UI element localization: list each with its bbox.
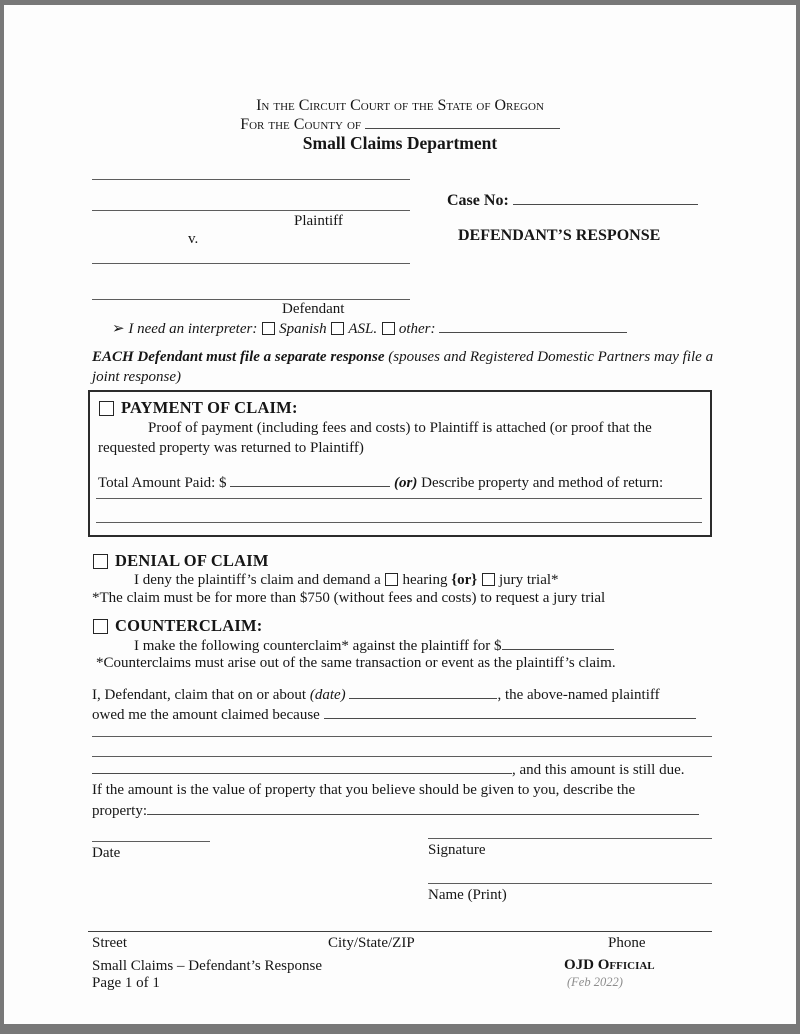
- case-no-label: Case No:: [447, 192, 509, 209]
- notice-italic: (spouses and Registered Domestic Partners may file a joint response): [92, 349, 714, 385]
- separate-response-notice: [92, 348, 724, 387]
- signature-field[interactable]: [428, 838, 712, 839]
- plaintiff-line-1[interactable]: [92, 179, 410, 180]
- denial-title: DENIAL OF CLAIM: [115, 551, 269, 570]
- department-title: Small Claims Department: [302, 133, 498, 153]
- payment-describe-line-2[interactable]: [96, 522, 702, 523]
- describe-label: Describe property and method of return:: [421, 475, 664, 491]
- claim-extra-line-2[interactable]: [92, 756, 712, 757]
- arrow-bullet-icon: ➢: [112, 321, 125, 337]
- city-state-zip-label: City/State/ZIP: [328, 935, 415, 951]
- because-text: owed me the amount claimed because: [92, 707, 320, 723]
- county-label: For the County of: [240, 116, 362, 133]
- plaintiff-line-2[interactable]: [92, 210, 410, 211]
- form-page: [4, 5, 796, 1024]
- date-hint: (date): [309, 687, 346, 703]
- page-number: Page 1 of 1: [92, 975, 160, 991]
- counterclaim-title-row: [92, 616, 262, 636]
- property-question: If the amount is the value of property that you believe should be given to you, describe the: [92, 782, 636, 798]
- other-label: other:: [398, 321, 436, 337]
- county-line: [4, 116, 796, 134]
- interpreter-row: [112, 319, 627, 338]
- because-field[interactable]: [324, 706, 696, 719]
- claim-date-field[interactable]: [349, 686, 497, 699]
- defendant-label: Defendant: [282, 301, 345, 317]
- asl-label: ASL.: [348, 321, 378, 337]
- counterclaim-note: *Counterclaims must arise out of the same transaction or event as the plaintiff’s claim.: [96, 655, 616, 671]
- jury-trial-checkbox[interactable]: [482, 573, 495, 586]
- case-number-field[interactable]: [513, 192, 698, 205]
- counterclaim-make-text: I make the following counterclaim* against the plaintiff for $: [134, 638, 502, 654]
- spanish-label: Spanish: [279, 321, 327, 337]
- county-field[interactable]: [365, 116, 560, 129]
- other-checkbox[interactable]: [382, 322, 395, 335]
- court-title: In the Circuit Court of the State of Oregon: [256, 97, 544, 114]
- notice-bold: EACH Defendant must file a separate response: [92, 349, 385, 365]
- jury-trial-label: jury trial*: [498, 572, 559, 588]
- name-print-label: Name (Print): [428, 887, 507, 903]
- asl-checkbox[interactable]: [331, 322, 344, 335]
- defendant-line-1[interactable]: [92, 263, 410, 264]
- response-title: DEFENDANT’S RESPONSE: [458, 227, 661, 244]
- versus-label: v.: [188, 231, 199, 247]
- because-row: [92, 706, 696, 724]
- counterclaim-amount-field[interactable]: [502, 637, 614, 650]
- date-field[interactable]: [92, 841, 210, 842]
- counterclaim-title: COUNTERCLAIM:: [115, 616, 263, 635]
- counterclaim-make-row: [134, 637, 614, 655]
- payment-title-row: [90, 392, 710, 418]
- total-amount-label: Total Amount Paid: $: [98, 475, 227, 491]
- still-due-row: [92, 761, 685, 779]
- defendant-line-2[interactable]: [92, 299, 410, 300]
- property-label: property:: [92, 803, 147, 819]
- property-row: [92, 802, 699, 820]
- signature-label: Signature: [428, 842, 486, 858]
- payment-total-row: [98, 474, 702, 492]
- denial-note: *The claim must be for more than $750 (without fees and costs) to request a jury trial: [92, 590, 606, 606]
- form-name: Small Claims – Defendant’s Response: [92, 958, 322, 974]
- revision-date: (Feb 2022): [567, 975, 623, 989]
- plaintiff-label: Plaintiff: [294, 213, 343, 229]
- payment-body: Proof of payment (including fees and costs) to Plaintiff is attached (or proof that the requested property was returned to Plaintiff): [98, 420, 652, 456]
- denial-or-label: {or}: [451, 572, 478, 588]
- payment-of-claim-box: [88, 390, 712, 537]
- denial-demand-text: I deny the plaintiff’s claim and demand a: [134, 572, 381, 588]
- spanish-checkbox[interactable]: [262, 322, 275, 335]
- name-print-field[interactable]: [428, 883, 712, 884]
- claim-pre-text: I, Defendant, claim that on or about: [92, 687, 307, 703]
- claim-date-row: [92, 686, 660, 704]
- ojd-official-label: OJD Official: [564, 957, 655, 973]
- interpreter-label: I need an interpreter:: [128, 321, 258, 337]
- street-label: Street: [92, 935, 127, 951]
- still-due-text: , and this amount is still due.: [512, 762, 685, 778]
- denial-title-row: [92, 551, 269, 571]
- denial-demand-row: [134, 572, 559, 589]
- payment-checkbox[interactable]: [99, 401, 114, 416]
- date-label: Date: [92, 845, 121, 861]
- counterclaim-checkbox[interactable]: [93, 619, 108, 634]
- hearing-label: hearing: [402, 572, 448, 588]
- interpreter-other-field[interactable]: [439, 320, 627, 333]
- phone-label: Phone: [608, 935, 646, 951]
- payment-describe-line-1[interactable]: [96, 498, 702, 499]
- denial-checkbox[interactable]: [93, 554, 108, 569]
- claim-post-text: , the above-named plaintiff: [497, 687, 660, 703]
- payment-title: PAYMENT OF CLAIM:: [121, 398, 298, 417]
- case-number-row: [447, 192, 698, 210]
- address-field[interactable]: [88, 931, 712, 932]
- still-due-field[interactable]: [92, 761, 512, 774]
- total-amount-field[interactable]: [230, 474, 390, 487]
- hearing-checkbox[interactable]: [385, 573, 398, 586]
- property-field[interactable]: [147, 802, 699, 815]
- claim-extra-line-1[interactable]: [92, 736, 712, 737]
- payment-or-label: (or): [394, 475, 418, 491]
